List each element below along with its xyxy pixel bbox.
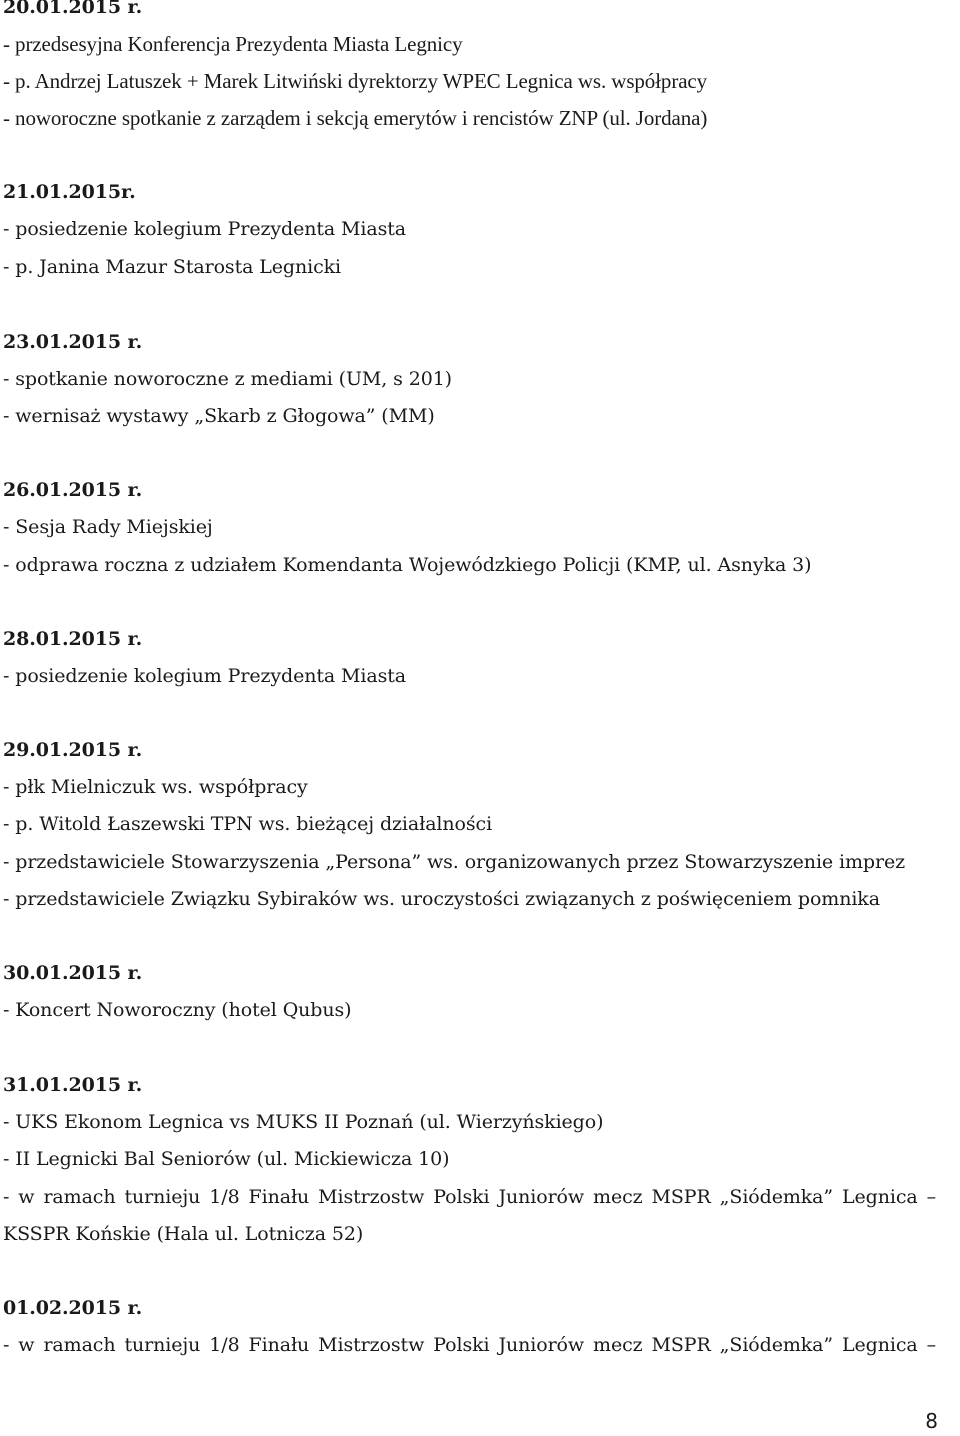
entry-item: - w ramach turnieju 1/8 Finału Mistrzostw Polski Juniorów mecz MSPR „Siódemka” Legnica – [3, 1334, 936, 1356]
page-number: 8 [925, 1409, 938, 1433]
entry-item: - odprawa roczna z udziałem Komendanta Wojewódzkiego Policji (KMP, ul. Asnyka 3) [3, 554, 812, 576]
entry-date: 21.01.2015r. [3, 181, 136, 203]
entry-date: 01.02.2015 r. [3, 1297, 143, 1319]
entry-item: - przedstawiciele Stowarzyszenia „Persona” ws. organizowanych przez Stowarzyszenie imprez [3, 851, 905, 873]
entry-item: - wernisaż wystawy „Skarb z Głogowa” (MM) [3, 405, 435, 427]
entry-date: 20.01.2015 r. [3, 0, 143, 18]
entry-date: 28.01.2015 r. [3, 628, 143, 650]
entry-date: 23.01.2015 r. [3, 331, 143, 353]
entry-item: - noworoczne spotkanie z zarządem i sekcją emerytów i rencistów ZNP (ul. Jordana) [3, 106, 708, 130]
entry-item: - płk Mielniczuk ws. współpracy [3, 776, 308, 798]
entry-item: - II Legnicki Bal Seniorów (ul. Mickiewicza 10) [3, 1148, 450, 1170]
entry-item: - przedstawiciele Związku Sybiraków ws. uroczystości związanych z poświęceniem pomnika [3, 888, 880, 910]
entry-date: 30.01.2015 r. [3, 962, 143, 984]
entry-item: - p. Andrzej Latuszek + Marek Litwiński dyrektorzy WPEC Legnica ws. współpracy [3, 69, 708, 93]
entry-item: - w ramach turnieju 1/8 Finału Mistrzostw Polski Juniorów mecz MSPR „Siódemka” Legnica – [3, 1186, 936, 1208]
entry-item: - Koncert Noworoczny (hotel Qubus) [3, 999, 352, 1021]
entry-date: 31.01.2015 r. [3, 1074, 143, 1096]
entry-item: - spotkanie noworoczne z mediami (UM, s 201) [3, 368, 452, 390]
entry-item: - posiedzenie kolegium Prezydenta Miasta [3, 218, 407, 240]
entry-item: - p. Janina Mazur Starosta Legnicki [3, 256, 342, 278]
entry-item: - p. Witold Łaszewski TPN ws. bieżącej działalności [3, 813, 493, 835]
entry-date: 29.01.2015 r. [3, 739, 143, 761]
entry-date: 26.01.2015 r. [3, 479, 143, 501]
entry-item: - posiedzenie kolegium Prezydenta Miasta [3, 665, 407, 687]
entry-item: - Sesja Rady Miejskiej [3, 516, 213, 538]
entry-item: - UKS Ekonom Legnica vs MUKS II Poznań (ul. Wierzyńskiego) [3, 1111, 604, 1133]
entry-item: - przedsesyjna Konferencja Prezydenta Miasta Legnicy [3, 32, 463, 56]
entry-item: KSSPR Końskie (Hala ul. Lotnicza 52) [3, 1223, 364, 1245]
